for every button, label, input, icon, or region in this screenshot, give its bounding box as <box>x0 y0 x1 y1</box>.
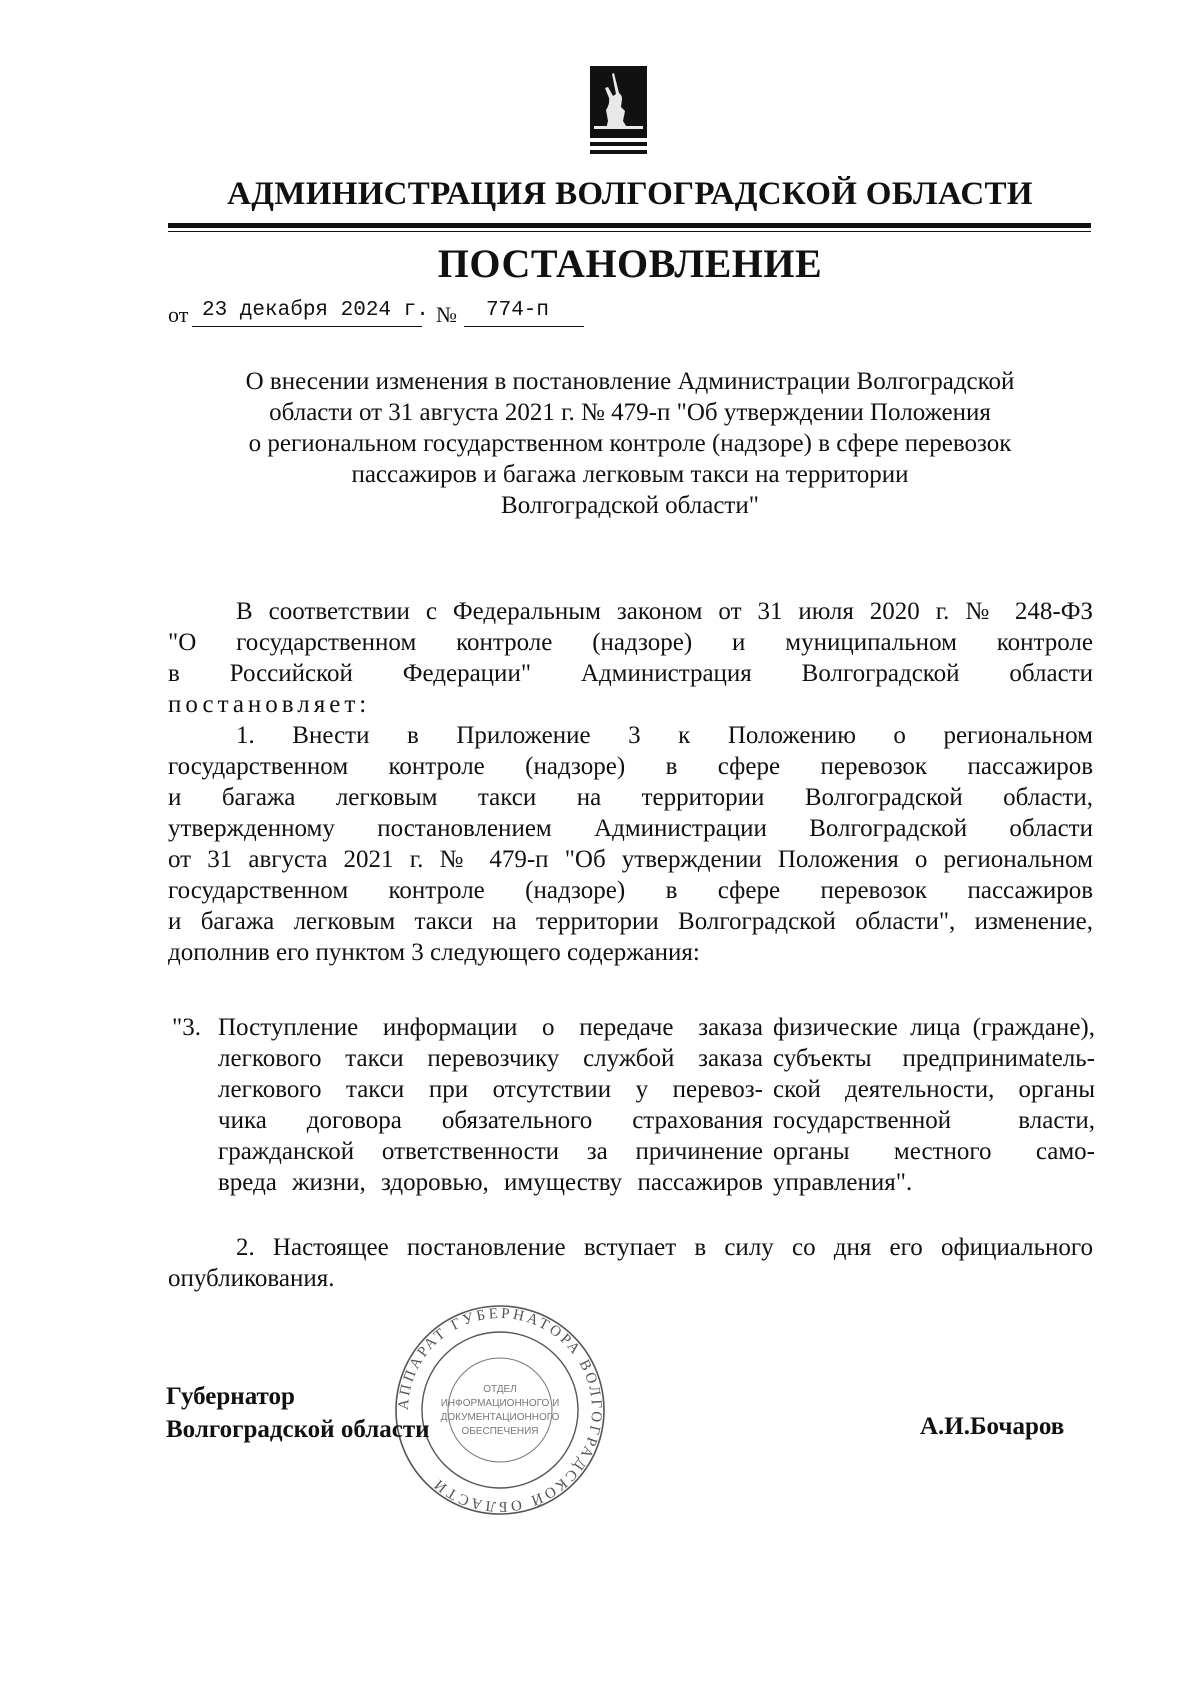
item-3-col1-line: Поступление информации о передаче заказа <box>218 1014 763 1041</box>
point-1-line: государственном контроле (надзоре) в сфере перевозок пассажиров <box>168 877 1093 904</box>
organization-title: АДМИНИСТРАЦИЯ ВОЛГОГРАДСКОЙ ОБЛАСТИ <box>227 176 1033 212</box>
item-3-col1-line: легкового такси при отсутствии у перевоз- <box>218 1076 763 1103</box>
preamble-line: В соответствии с Федеральным законом от 31 июля 2020 г. № 248-ФЗ <box>236 598 1093 625</box>
item-3-col1-line: легкового такси перевозчику службой заказа <box>218 1045 763 1072</box>
document-date: 23 декабря 2024 г. <box>202 299 429 322</box>
point-1-line: дополнив его пунктом 3 следующего содержания: <box>168 939 700 966</box>
item-3-col2-line: физические лица (граждане), <box>773 1014 1095 1041</box>
item-3-col1-line: вреда жизни, здоровью, имуществу пассажиров <box>218 1169 763 1196</box>
point-1-line: и багажа легковым такси на территории Волгоградской области, <box>168 784 1093 811</box>
number-label: № <box>436 302 457 327</box>
item-3-col2-line: органы местного само- <box>773 1138 1095 1165</box>
preamble-line: "О государственном контроле (надзоре) и муниципальном контроле <box>168 629 1093 656</box>
stamp-inner-line: ДОКУМЕНТАЦИОННОГО <box>440 1412 560 1423</box>
emblem-icon <box>590 66 647 154</box>
subject-line: Волгоградской области" <box>501 492 759 519</box>
date-underline <box>192 326 422 327</box>
stamp-inner-line: ОТДЕЛ <box>483 1384 517 1395</box>
item-3-col2-line: ской деятельности, органы <box>773 1076 1095 1103</box>
point-1-line: утвержденному постановлением Администрации Волгоградской области <box>168 815 1093 842</box>
signatory-title <box>166 1380 430 1446</box>
subject-line: области от 31 августа 2021 г. № 479-п "Об утверждении Положения <box>269 399 991 426</box>
point-1-line: от 31 августа 2021 г. № 479-п "Об утверждении Положения о региональном <box>168 846 1093 873</box>
document-number: 774-п <box>486 299 550 322</box>
stamp-outer-text: АППАРАТ ГУБЕРНАТОРА ВОЛГОГРАДСКОЙ ОБЛАСТИ <box>395 1305 605 1515</box>
resolves-word: постановляет: <box>168 691 371 718</box>
stamp-inner-line: ОБЕСПЕЧЕНИЯ <box>461 1426 539 1437</box>
signatory-name: А.И.Бочаров <box>920 1413 1065 1440</box>
inserted-item-3 <box>168 1012 1098 1212</box>
preamble-line: в Российской Федерации" Администрация Волгоградской области <box>168 660 1093 687</box>
point-2-line: 2. Настоящее постановление вступает в силу со дня его официального <box>236 1234 1093 1261</box>
item-3-column-2 <box>773 1012 1095 1198</box>
item-3-col2-line: субъекты предпринимatель- <box>773 1045 1095 1072</box>
item-3-col2-line: управления". <box>773 1169 913 1196</box>
point-1-line: государственном контроле (надзоре) в сфере перевозок пассажиров <box>168 753 1093 780</box>
date-from-label: от <box>168 302 189 327</box>
item-3-number: "3. <box>172 1014 201 1041</box>
stamp-inner-line: ИНФОРМАЦИОННОГО И <box>440 1398 560 1409</box>
signatory-title-line: Губернатор <box>166 1383 295 1410</box>
preamble <box>168 596 1093 720</box>
signatory-title-line: Волгоградской области <box>166 1416 430 1443</box>
item-3-col1-line: чика договора обязательного страхования <box>218 1107 763 1134</box>
point-2 <box>168 1232 1093 1294</box>
header-rule-thin <box>168 231 1091 232</box>
document-subject <box>170 366 1090 521</box>
point-1 <box>168 720 1093 968</box>
item-3-col1-line: гражданской ответственности за причинение <box>218 1138 763 1165</box>
subject-line: пассажиров и багажа легковым такси на территории <box>351 461 909 488</box>
point-2-line: опубликования. <box>168 1265 335 1292</box>
item-3-col2-line: государственной власти, <box>773 1107 1095 1134</box>
subject-line: О внесении изменения в постановление Администрации Волгоградской <box>245 368 1015 395</box>
item-3-column-1 <box>218 1012 763 1198</box>
point-1-line: и багажа легковым такси на территории Волгоградской области", изменение, <box>168 908 1093 935</box>
document-type-title: ПОСТАНОВЛЕНИЕ <box>437 241 823 286</box>
number-underline <box>464 326 584 327</box>
subject-line: о региональном государственном контроле (надзоре) в сфере перевозок <box>248 430 1012 457</box>
header-rule-thick <box>168 223 1091 228</box>
point-1-line: 1. Внести в Приложение 3 к Положению о региональном <box>236 722 1093 749</box>
